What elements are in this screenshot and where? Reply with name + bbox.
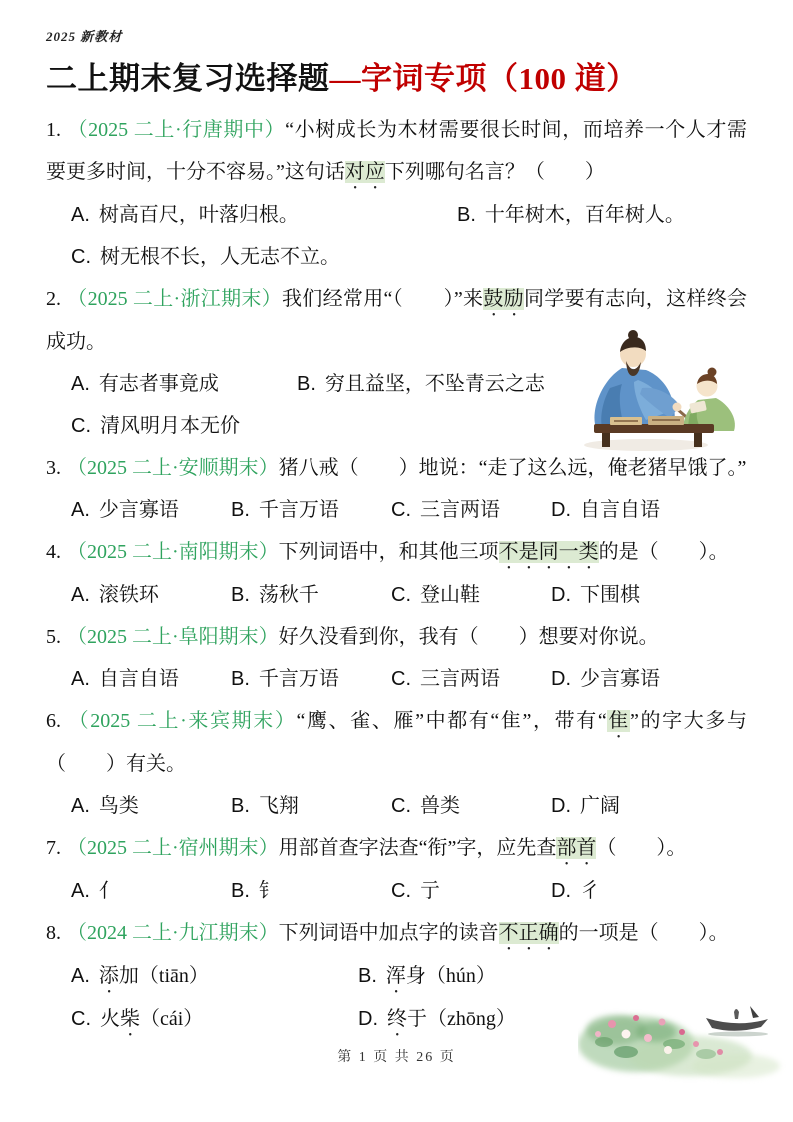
question-source: （2025 二上·行唐期中）: [67, 119, 286, 141]
option-text: 亍: [420, 880, 440, 902]
question-2-text: [46, 278, 747, 363]
options-row: [46, 998, 747, 1041]
option-label: A.: [71, 795, 90, 817]
option-text: （cái）: [140, 1008, 204, 1030]
option-text: 自言自语: [98, 668, 179, 690]
question-7-text: [46, 827, 747, 870]
question-7: [46, 827, 747, 912]
option-label: B.: [231, 795, 250, 817]
page-title: [46, 60, 747, 98]
option-text: 兽类: [420, 795, 460, 817]
option-b: [231, 870, 391, 912]
question-number: 6.: [46, 710, 61, 732]
option-text: 有志者事竟成: [98, 373, 219, 395]
question-3-text: [46, 447, 747, 489]
option-c: [71, 405, 240, 447]
option-label: A.: [71, 499, 90, 521]
option-a: [71, 658, 231, 700]
option-label: A.: [71, 668, 90, 690]
option-label: A.: [71, 584, 90, 606]
question-number: 7.: [46, 837, 61, 859]
edition-note: 2025 新教材: [46, 29, 123, 44]
options-row: [46, 405, 747, 447]
option-a: [71, 870, 231, 912]
option-b: [231, 574, 391, 616]
options-row: [46, 574, 747, 616]
question-1-text: [46, 109, 747, 194]
question-source: （2024 二上·九江期末）: [67, 922, 279, 944]
question-5: [46, 616, 747, 700]
option-text: 身（hún）: [405, 965, 496, 987]
question-4-text: [46, 531, 747, 574]
highlighted-term: 对应: [344, 161, 385, 183]
question-text: 的是（ ）。: [598, 541, 729, 563]
option-c: [391, 658, 551, 700]
option-text: 树无根不长，人无志不立。: [100, 246, 340, 268]
options-row: [46, 658, 747, 700]
dotted-character: 浑: [385, 965, 406, 987]
option-text: 滚铁环: [98, 584, 159, 606]
option-text: 飞翔: [258, 795, 299, 817]
highlighted-term: 隹: [606, 710, 631, 732]
question-source: （2025 二上·安顺期末）: [67, 457, 279, 479]
question-source: （2025 二上·来宾期末）: [67, 710, 297, 732]
question-text: 我们经常用“（ ）”来: [281, 288, 484, 310]
option-label: B.: [231, 668, 250, 690]
option-text: 亻: [98, 880, 119, 902]
options-row: [46, 870, 747, 912]
question-6-text: [46, 700, 747, 785]
page-footer: 第 1 页 共 26 页: [337, 1050, 456, 1065]
option-text: 广阔: [580, 795, 620, 817]
option-c: [391, 489, 551, 531]
option-label: B.: [231, 880, 250, 902]
option-text: 少言寡语: [98, 499, 179, 521]
option-a: [71, 574, 231, 616]
option-text: 火: [100, 1008, 120, 1030]
options-row: [46, 489, 747, 531]
option-text: 彳: [580, 880, 600, 902]
dotted-character: 终: [387, 1008, 407, 1030]
option-a: [71, 194, 457, 236]
option-d: [551, 489, 660, 531]
option-d: [551, 574, 640, 616]
option-a: [71, 785, 231, 827]
option-text: 自言自语: [580, 499, 660, 521]
option-label: D.: [551, 499, 571, 521]
option-a: [71, 489, 231, 531]
option-b: [231, 658, 391, 700]
question-text: 用部首查字法查“衔”字，应先查: [278, 837, 557, 859]
option-text: 少言寡语: [580, 668, 660, 690]
option-c: [391, 574, 551, 616]
question-source: （2025 二上·宿州期末）: [67, 837, 279, 859]
question-text: 好久没看到你，我有（ ）想要对你说。: [278, 626, 659, 648]
option-text: 穷且益坚，不坠青云之志: [324, 373, 545, 395]
option-label: A.: [71, 880, 90, 902]
option-label: B.: [297, 373, 316, 395]
option-d: [551, 785, 620, 827]
option-b: [457, 194, 685, 236]
question-text: 的一项是（ ）。: [558, 922, 729, 944]
question-4: [46, 531, 747, 616]
option-label: D.: [551, 795, 571, 817]
option-label: C.: [71, 415, 91, 437]
option-text: 下围棋: [580, 584, 640, 606]
option-label: C.: [391, 795, 411, 817]
question-number: 5.: [46, 626, 61, 648]
question-8-text: [46, 912, 747, 955]
questions-list: [46, 109, 747, 1041]
option-label: B.: [457, 204, 476, 226]
question-6: [46, 700, 747, 827]
title-black-part: 二上期末复习选择题: [46, 61, 330, 96]
options-row: [46, 955, 747, 998]
option-d: [551, 658, 660, 700]
option-label: C.: [71, 1008, 91, 1030]
question-text: 下列哪句名言？（ ）: [384, 161, 605, 183]
option-d: [358, 998, 516, 1041]
option-text: 三言两语: [420, 499, 500, 521]
option-label: C.: [391, 499, 411, 521]
option-label: D.: [551, 880, 571, 902]
question-number: 8.: [46, 922, 61, 944]
option-text: 登山鞋: [420, 584, 480, 606]
question-number: 4.: [46, 541, 61, 563]
option-b: [231, 489, 391, 531]
option-text: 千言万语: [258, 668, 339, 690]
option-text: 三言两语: [420, 668, 500, 690]
option-label: C.: [71, 246, 91, 268]
question-text: “鹰、雀、雁”中都有“隹”，带有“: [296, 710, 607, 732]
question-text: ”的字大多与（ ）有关。: [46, 710, 748, 775]
option-label: C.: [391, 584, 411, 606]
option-b: [297, 363, 545, 405]
option-text: 鸟类: [98, 795, 139, 817]
question-text: （ ）。: [596, 837, 687, 859]
dotted-character: 添: [98, 965, 119, 987]
option-text: 荡秋千: [258, 584, 319, 606]
question-text: 下列词语中加点字的读音: [278, 922, 499, 944]
option-c: [71, 998, 358, 1041]
question-number: 1.: [46, 119, 61, 141]
option-text: 于（zhōng）: [407, 1008, 516, 1030]
question-2: [46, 278, 747, 447]
option-label: B.: [231, 499, 250, 521]
option-label: C.: [391, 880, 411, 902]
title-red-part: —字词专项（100 道）: [329, 61, 638, 96]
options-row: [46, 785, 747, 827]
question-source: （2025 二上·南阳期末）: [67, 541, 279, 563]
option-label: B.: [231, 584, 250, 606]
option-label: A.: [71, 204, 90, 226]
question-text: 猪八戒（ ）地说：“走了这么远，俺老猪早饿了。”: [278, 457, 747, 479]
option-label: D.: [551, 584, 571, 606]
option-label: C.: [391, 668, 411, 690]
options-row: [46, 363, 747, 405]
question-number: 2.: [46, 288, 61, 310]
option-c: [391, 870, 551, 912]
option-d: [551, 870, 600, 912]
highlighted-term: 部首: [556, 837, 597, 859]
option-label: D.: [551, 668, 571, 690]
option-text: 钅: [258, 880, 279, 902]
options-row: [46, 236, 747, 278]
question-source: （2025 二上·浙江期末）: [67, 288, 282, 310]
option-text: 千言万语: [258, 499, 339, 521]
option-text: 树高百尺，叶落归根。: [98, 204, 299, 226]
option-label: A.: [71, 373, 90, 395]
question-number: 3.: [46, 457, 61, 479]
question-8: [46, 912, 747, 1041]
question-1: [46, 109, 747, 278]
option-c: [71, 236, 340, 278]
option-a: [71, 955, 358, 998]
option-text: 十年树木，百年树人。: [484, 204, 685, 226]
option-b: [231, 785, 391, 827]
option-b: [358, 955, 496, 998]
question-3: [46, 447, 747, 531]
option-label: A.: [71, 965, 90, 987]
question-source: （2025 二上·阜阳期末）: [67, 626, 279, 648]
option-label: D.: [358, 1008, 378, 1030]
question-text: 同学要有志向，这样终会成功。: [46, 288, 748, 353]
option-a: [71, 363, 297, 405]
dotted-character: 柴: [120, 1008, 140, 1030]
options-row: [46, 194, 747, 236]
question-text: 下列词语中，和其他三项: [278, 541, 499, 563]
question-5-text: [46, 616, 747, 658]
option-c: [391, 785, 551, 827]
highlighted-term: 不正确: [498, 922, 559, 944]
highlighted-term: 不是同一类: [498, 541, 599, 563]
option-label: B.: [358, 965, 377, 987]
question-text: “小树成长为木材需要很长时间，而培养一个人才需要更多时间，十分不容易。”这句话: [46, 119, 747, 183]
highlighted-term: 鼓励: [483, 288, 524, 310]
option-text: 加（tiān）: [118, 965, 209, 987]
option-text: 清风明月本无价: [100, 415, 240, 437]
